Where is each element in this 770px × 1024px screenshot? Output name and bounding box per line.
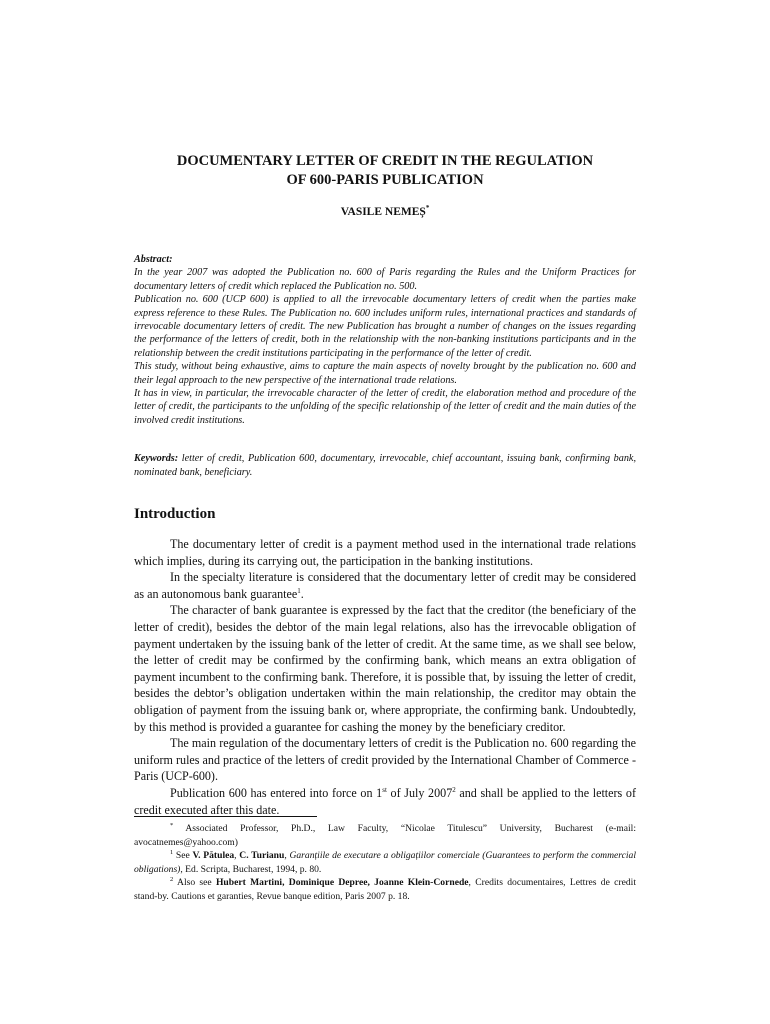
footnotes	[134, 822, 636, 903]
footnote-text: ,	[234, 850, 240, 861]
author-name: VASILE NEMEȘ	[340, 206, 426, 218]
footnote-authors: C. Turianu	[239, 850, 285, 861]
keywords-text: letter of credit, Publication 600, documentary, irrevocable, chief accountant, issuing bank, confirming bank, nominated bank, beneficiary.	[134, 453, 636, 478]
title-line-1: DOCUMENTARY LETTER OF CREDIT IN THE REGULATION	[176, 153, 594, 169]
abstract-paragraph: Publication no. 600 (UCP 600) is applied to all the irrevocable documentary letters of credit when the parties make express reference to these Rules. The Publication no. 600 includes uniform rules, international practices and standards of irrevocable documentary letters of credit. The new Publication has brought a number of changes on the issues regarding the performance of the letters of credit, both in the relationship with the non-banking institutions participants and in the relationship between the credit institutions participating in the performance of the letter of credit.	[134, 294, 636, 359]
abstract-paragraph: It has in view, in particular, the irrevocable character of the letter of credit, the elaboration method and procedure of the letter of credit, the participants to the unfolding of the specific relationship of the letter of credit and the main duties of the involved credit institutions.	[134, 388, 636, 426]
body-text-run: Publication 600 has entered into force on 1	[170, 785, 383, 800]
footnote-mark: 2	[170, 875, 174, 883]
ordinal-suffix: st	[382, 785, 387, 794]
paper-title	[134, 152, 636, 190]
keywords	[134, 452, 636, 479]
footnote-text: Associated Professor, Ph.D., Law Faculty, “Nicolae Titulescu” University, Bucharest (e-mail: avocatnemes@yahoo.com)	[134, 823, 636, 848]
footnote-ref-1: 1	[297, 586, 301, 595]
body-text-run: of July 2007	[386, 785, 453, 800]
footnote-text: , Credits documentaires, Lettres de credit stand-by. Cautions et garanties, Revue banque edition, Paris 2007 p. 18.	[134, 877, 636, 902]
body-paragraph: The character of bank guarantee is expressed by the fact that the creditor (the beneficiary of the letter of credit), besides the debtor of the main legal relations, also has the irrevocable obligation of payment undertaken by the issuing bank of the letter of credit. At the same time, as we shall see below, the letter of credit may be confirmed by the confirming bank, which means an extra obligation of payment incumbent to the confirming bank. Therefore, it is possible that, by issuing the letter of credit, besides the debtor’s obligation undertaken within the main relationship, the creditor may obtain the obligation of payment from the issuing bank or, where appropriate, the confirming bank. Undoubtedly, by this method is provided a guarantee for cashing the money by the beneficiary creditor.	[134, 603, 636, 734]
footnote-authors: V. Pătulea	[192, 850, 235, 861]
author-line	[134, 206, 636, 218]
section-heading-introduction: Introduction	[134, 506, 216, 522]
footnote-author	[134, 822, 636, 849]
footnote-1	[134, 849, 636, 876]
footnote-authors: Hubert Martini, Dominique Depree, Joanne Klein-Cornede	[215, 877, 469, 888]
body-paragraph	[134, 569, 636, 602]
footnote-text: , Ed. Scripta, Bucharest, 1994, p. 80.	[180, 863, 322, 875]
body-text-run: In the specialty literature is considered that the documentary letter of credit may be considered as an autonomous bank guarantee	[134, 570, 636, 601]
body-text-run: .	[300, 586, 304, 601]
footnote-text: See	[173, 850, 193, 861]
footnote-text: ,	[284, 850, 290, 861]
footnote-divider	[134, 816, 317, 817]
footnote-text: Also see	[173, 877, 216, 888]
body-paragraph: The documentary letter of credit is a payment method used in the international trade relations which implies, during its carrying out, the participation in the banking institutions.	[134, 537, 636, 568]
title-line-2: OF 600-PARIS PUBLICATION	[286, 172, 484, 188]
abstract-heading: Abstract:	[134, 254, 173, 265]
body-paragraph	[134, 785, 636, 818]
author-footnote-mark: *	[425, 204, 430, 213]
body-text-run: and shall be applied to the letters of credit executed after this date.	[134, 785, 636, 817]
footnote-work-title: Garanțiile de executare a obligațiilor comerciale (Guarantees to perform the commercial obligations)	[134, 850, 637, 875]
footnote-ref-2: 2	[452, 785, 456, 794]
abstract-paragraph: In the year 2007 was adopted the Publication no. 600 of Paris regarding the Rules and the Uniform Practices for documentary letters of credit which replaced the Publication no. 500.	[134, 267, 636, 292]
footnote-mark: *	[170, 821, 174, 829]
body-paragraph: The main regulation of the documentary letters of credit is the Publication no. 600 regarding the uniform rules and practice of the letters of credit provided by the International Chamber of Commerce - Paris (UCP-600).	[134, 736, 636, 784]
footnote-2	[134, 876, 636, 903]
keywords-label: Keywords:	[134, 453, 179, 464]
introduction-body	[134, 536, 636, 818]
abstract-paragraph: This study, without being exhaustive, aims to capture the main aspects of novelty brought by the publication no. 600 and their legal approach to the new perspective of the international trade relations.	[134, 361, 636, 386]
footnote-mark: 1	[170, 848, 174, 856]
abstract-block	[134, 253, 636, 427]
